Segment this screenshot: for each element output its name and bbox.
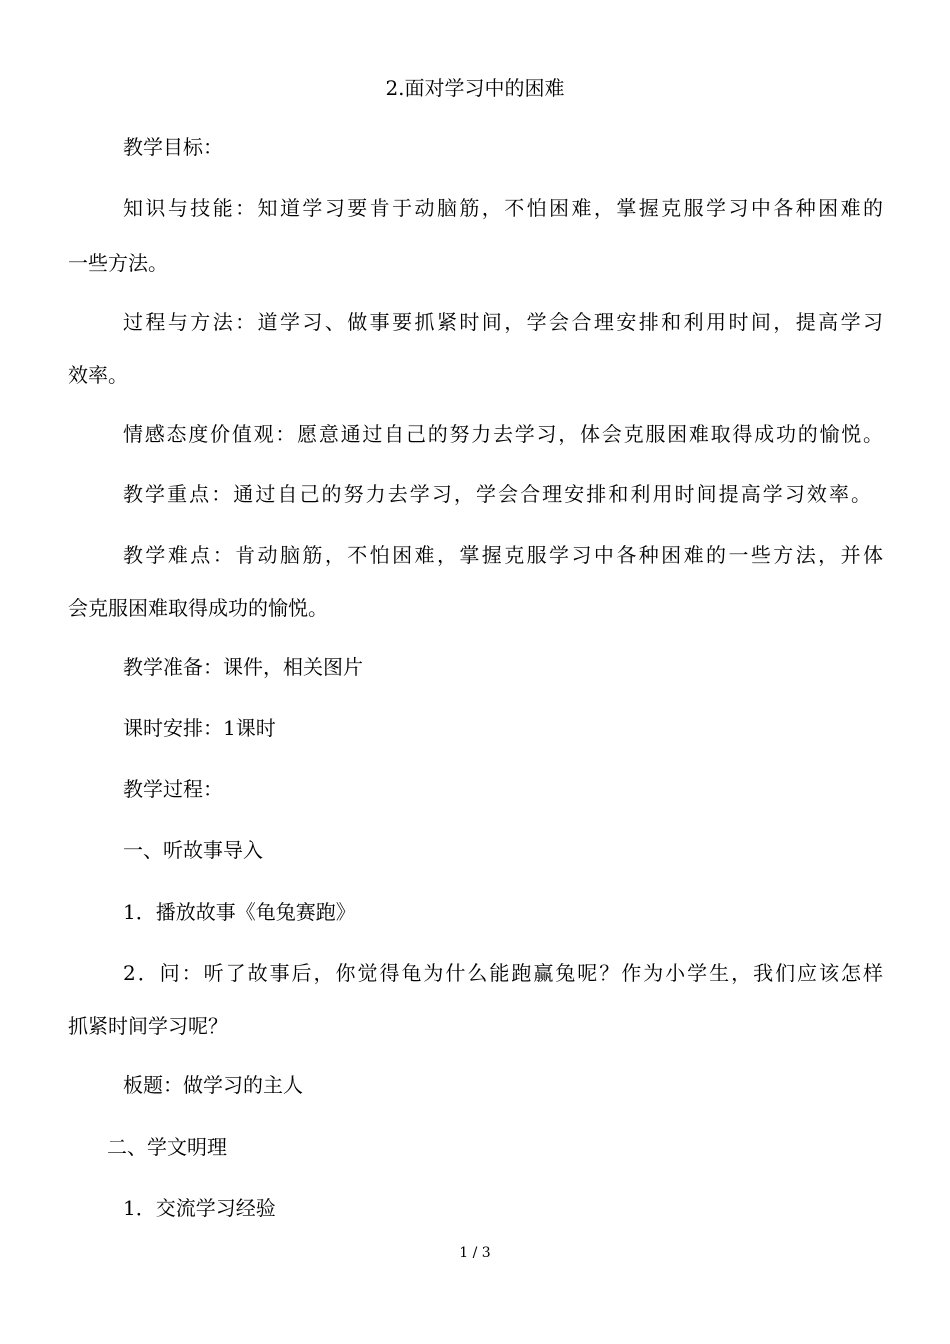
section-2-heading: 二、学文明理 xyxy=(107,1135,227,1159)
teaching-difficulty-line-1: 教学难点：肯动脑筋，不怕困难，掌握克服学习中各种困难的一些方法，并体 xyxy=(123,543,883,567)
section-1-step-2-line-2: 抓紧时间学习呢？ xyxy=(68,1014,228,1038)
teaching-key-point: 教学重点：通过自己的努力去学习，学会合理安排和利用时间提高学习效率。 xyxy=(123,482,871,506)
emotion-values-line: 情感态度价值观：愿意通过自己的努力去学习，体会克服困难取得成功的愉悦。 xyxy=(123,422,883,446)
section-1-step-2-line-1: 2．问：听了故事后，你觉得龟为什么能跑赢兔呢？作为小学生，我们应该怎样 xyxy=(123,961,883,985)
board-title: 板题：做学习的主人 xyxy=(123,1073,303,1097)
class-schedule: 课时安排：1课时 xyxy=(123,716,276,740)
section-1-step-1: 1．播放故事《龟兔赛跑》 xyxy=(123,900,356,924)
section-2-step-1: 1．交流学习经验 xyxy=(123,1196,276,1220)
objectives-heading: 教学目标： xyxy=(123,135,223,159)
teaching-preparation: 教学准备：课件，相关图片 xyxy=(123,655,363,679)
teaching-process-heading: 教学过程： xyxy=(123,777,223,801)
teaching-difficulty-line-2: 会克服困难取得成功的愉悦。 xyxy=(68,596,328,620)
process-method-line-1: 过程与方法：道学习、做事要抓紧时间，学会合理安排和利用时间，提高学习 xyxy=(123,310,883,334)
page-title: 2.面对学习中的困难 xyxy=(385,76,565,100)
knowledge-skill-line-2: 一些方法。 xyxy=(68,251,168,275)
section-1-heading: 一、听故事导入 xyxy=(123,838,263,862)
page-number: 1 / 3 xyxy=(459,1245,491,1261)
knowledge-skill-line-1: 知识与技能：知道学习要肯于动脑筋，不怕困难，掌握克服学习中各种困难的 xyxy=(123,196,883,220)
process-method-line-2: 效率。 xyxy=(68,363,128,387)
